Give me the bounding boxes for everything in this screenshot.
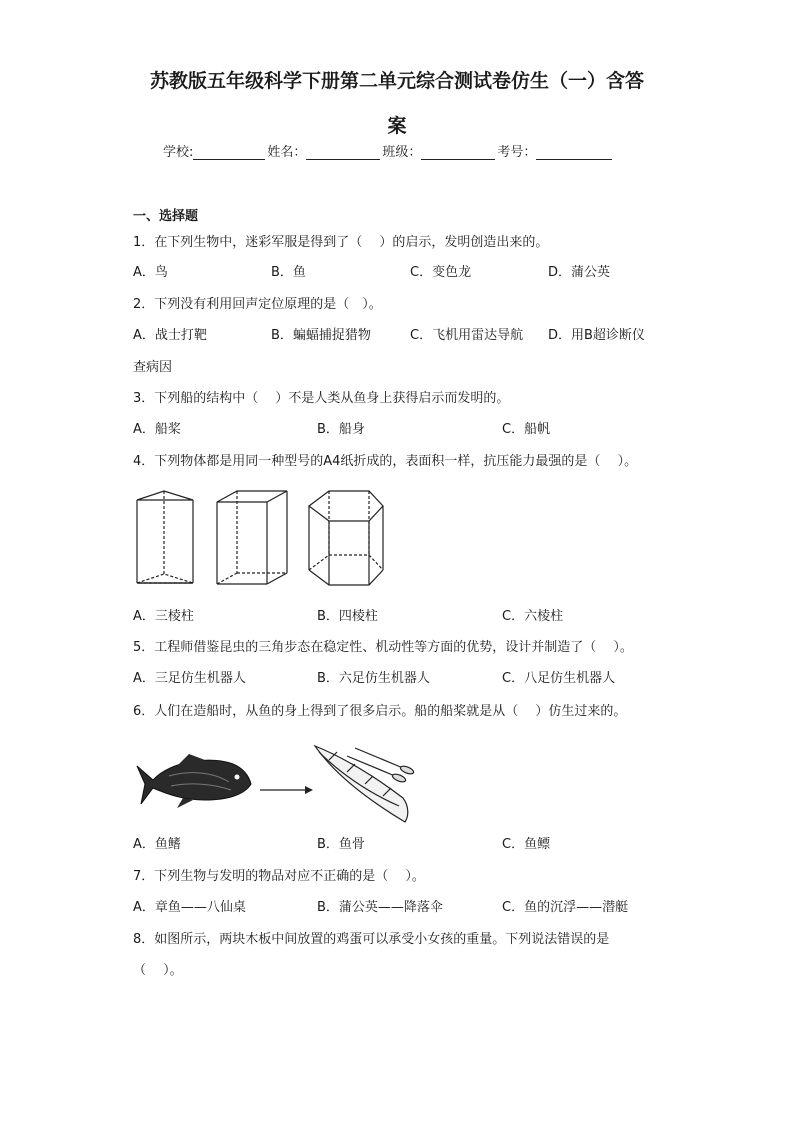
q5-option-a[interactable]: A．三足仿生机器人 <box>133 671 246 686</box>
triangular-prism-figure <box>137 491 193 583</box>
question-1-text: 1．在下列生物中，迷彩军服是得到了（ ）的启示，发明创造出来的。 <box>133 235 549 250</box>
number-field[interactable] <box>536 145 612 160</box>
section-heading: 一、选择题 <box>133 209 199 224</box>
question-4-text: 4．下列物体都是用同一种型号的A4纸折成的，表面积一样，抗压能力最强的是（ ）。 <box>133 454 638 469</box>
question-6-text: 6．人们在造船时，从鱼的身上得到了很多启示。船的船桨就是从（ ）仿生过来的。 <box>133 704 627 719</box>
fish-illustration <box>137 754 251 808</box>
q4-option-c[interactable]: C．六棱柱 <box>502 609 564 624</box>
q1-option-d[interactable]: D．蒲公英 <box>548 265 611 280</box>
q4-option-a[interactable]: A．三棱柱 <box>133 609 194 624</box>
q4-option-b[interactable]: B．四棱柱 <box>317 609 378 624</box>
question-2-continuation: 查病因 <box>133 360 173 375</box>
q2-option-c[interactable]: C．飞机用雷达导航 <box>410 328 524 343</box>
question-5-text: 5．工程师借鉴昆虫的三角步态在稳定性、机动性等方面的优势，设计并制造了（ ）。 <box>133 640 633 655</box>
q7-option-a[interactable]: A．章鱼——八仙桌 <box>133 900 246 915</box>
class-field[interactable] <box>421 145 495 160</box>
prism-figures <box>133 488 413 588</box>
q2-option-a[interactable]: A．战士打靶 <box>133 328 207 343</box>
q5-option-b[interactable]: B．六足仿生机器人 <box>317 671 430 686</box>
q3-option-b[interactable]: B．船身 <box>317 422 365 437</box>
page-title-line1: 苏教版五年级科学下册第二单元综合测试卷仿生（一）含答 <box>149 70 644 92</box>
q2-option-d[interactable]: D．用B超诊断仪 <box>548 328 645 343</box>
q1-option-a[interactable]: A．鸟 <box>133 265 168 280</box>
question-3-text: 3．下列船的结构中（ ）不是人类从鱼身上获得启示而发明的。 <box>133 391 510 406</box>
question-8-text: 8．如图所示，两块木板中间放置的鸡蛋可以承受小女孩的重量。下列说法错误的是 <box>133 932 610 947</box>
q6-option-b[interactable]: B．鱼骨 <box>317 837 365 852</box>
student-info-row <box>163 143 614 163</box>
q1-option-b[interactable]: B．鱼 <box>271 265 306 280</box>
question-8-continuation: （ ）。 <box>133 963 183 978</box>
q6-option-a[interactable]: A．鱼鳍 <box>133 837 181 852</box>
q6-option-c[interactable]: C．鱼鳔 <box>502 837 551 852</box>
q3-option-c[interactable]: C．船帆 <box>502 422 551 437</box>
page-title-line2: 案 <box>387 115 407 137</box>
name-label: 姓名： <box>267 145 307 160</box>
arrow-graphic <box>260 786 313 794</box>
q5-option-c[interactable]: C．八足仿生机器人 <box>502 671 616 686</box>
q1-option-c[interactable]: C．变色龙 <box>410 265 472 280</box>
hexagonal-prism-figure <box>309 491 383 585</box>
class-label: 班级： <box>382 145 422 160</box>
number-label: 考号： <box>497 145 537 160</box>
canoe-illustration <box>315 746 408 822</box>
fish-to-boat-figure <box>133 742 418 826</box>
school-label: 学校: <box>163 145 194 160</box>
question-7-text: 7．下列生物与发明的物品对应不正确的是（ ）。 <box>133 869 425 884</box>
question-2-text: 2．下列没有利用回声定位原理的是（ ）。 <box>133 297 382 312</box>
q7-option-b[interactable]: B．蒲公英——降落伞 <box>317 900 443 915</box>
q3-option-a[interactable]: A．船桨 <box>133 422 181 437</box>
school-field[interactable] <box>193 145 265 160</box>
name-field[interactable] <box>306 145 380 160</box>
square-prism-figure <box>217 491 287 584</box>
q7-option-c[interactable]: C．鱼的沉浮——潜艇 <box>502 900 629 915</box>
q2-option-b[interactable]: B．蝙蝠捕捉猎物 <box>271 328 371 343</box>
